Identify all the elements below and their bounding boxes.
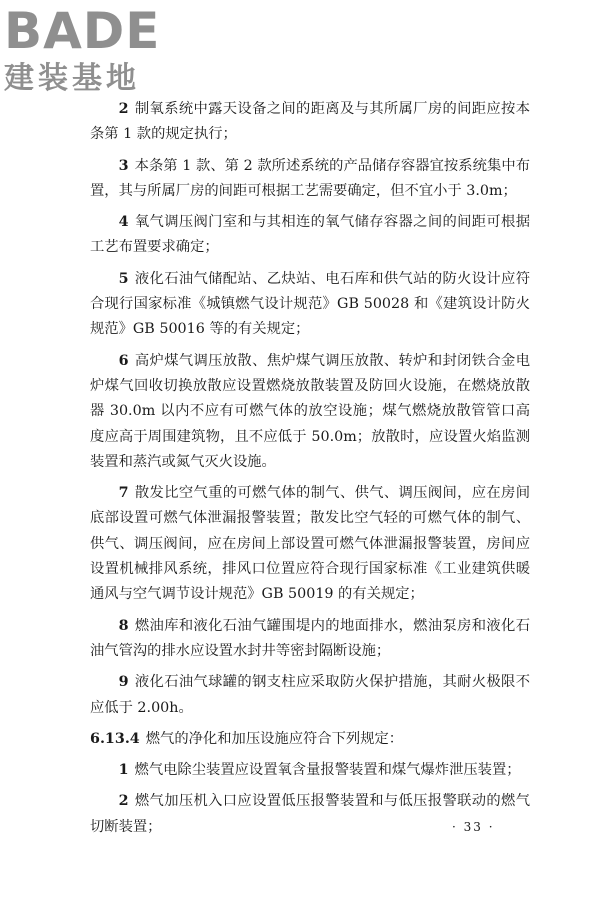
document-body (90, 97, 530, 846)
item-text: 制氧系统中露天设备之间的距离及与其所属厂房的间距应按本条第 1 款的规定执行； (90, 101, 530, 143)
item-number: 9 (118, 674, 129, 691)
item-number: 6 (118, 352, 129, 369)
item-text: 散发比空气重的可燃气体的制气、供气、调压阀间，应在房间底部设置可燃气体泄漏报警装置；散发比空气轻的可燃气体的制气、供气、调压阀间，应在房间上部设置可燃气体泄漏报警装置，房间应设置机械排风系统，排风口位置应符合现行国家标准《工业建筑供暖通风与空气调节设计规范》GB 50019 的有关规定； (90, 485, 530, 603)
logo-subtitle: 建装基地 (4, 61, 140, 96)
clause-item-1 (90, 758, 530, 783)
paragraph-item-3 (90, 154, 530, 205)
bade-logo (4, 2, 179, 101)
item-text: 液化石油气球罐的钢支柱应采取防火保护措施，其耐火极限不应低于 2.00h。 (90, 674, 530, 716)
page-number: · 33 · (452, 820, 495, 834)
paragraph-item-6 (90, 349, 530, 475)
item-number: 2 (118, 101, 129, 117)
paragraph-item-2 (90, 97, 530, 148)
item-text: 液化石油气储配站、乙炔站、电石库和供气站的防火设计应符合现行国家标准《城镇燃气设计规范》GB 50028 和《建筑设计防火规范》GB 50016 等的有关规定； (90, 270, 530, 338)
item-text: 氧气调压阀门室和与其相连的氧气储存容器之间的间距可根据工艺布置要求确定； (90, 214, 530, 256)
item-number: 8 (118, 617, 129, 634)
logo-wordmark: BADE (4, 2, 161, 60)
clause-text: 燃气的净化和加压设施应符合下列规定： (145, 730, 404, 747)
paragraph-item-9 (90, 670, 530, 721)
item-number: 5 (118, 270, 129, 287)
item-number: 7 (118, 485, 129, 502)
paragraph-item-5 (90, 267, 530, 343)
item-number: 3 (118, 157, 129, 174)
item-number: 2 (118, 793, 129, 810)
paragraph-item-7 (90, 481, 530, 607)
item-text: 燃气加压机入口应设置低压报警装置和与低压报警联动的燃气切断装置； (90, 793, 530, 835)
item-text: 本条第 1 款、第 2 款所述系统的产品储存容器宜按系统集中布置，其与所属厂房的间距可根据工艺需要确定，但不宜小于 3.0m； (90, 157, 530, 199)
item-text: 燃油库和液化石油气罐围堤内的地面排水，燃油泵房和液化石油气管沟的排水应设置水封井等密封隔断设施； (90, 617, 530, 659)
item-number: 4 (118, 214, 129, 231)
clause-number: 6.13.4 (90, 730, 140, 747)
paragraph-item-4 (90, 210, 530, 261)
item-number: 1 (118, 762, 129, 779)
item-text: 燃气电除尘装置应设置氧含量报警装置和煤气爆炸泄压装置； (134, 762, 521, 779)
paragraph-item-8 (90, 614, 530, 665)
clause-heading (90, 727, 530, 752)
item-text: 高炉煤气调压放散、焦炉煤气调压放散、转炉和封闭铁合金电炉煤气回收切换放散应设置燃烧放散装置及防回火设施，在燃烧放散器 30.0m 以内不应有可燃气体的放空设施；煤气燃烧放散管管口高度应高于周围建筑物，且不应低于 50.0m；放散时，应设置火焰监测装置和蒸汽或氮气灭火设施。 (90, 352, 530, 470)
